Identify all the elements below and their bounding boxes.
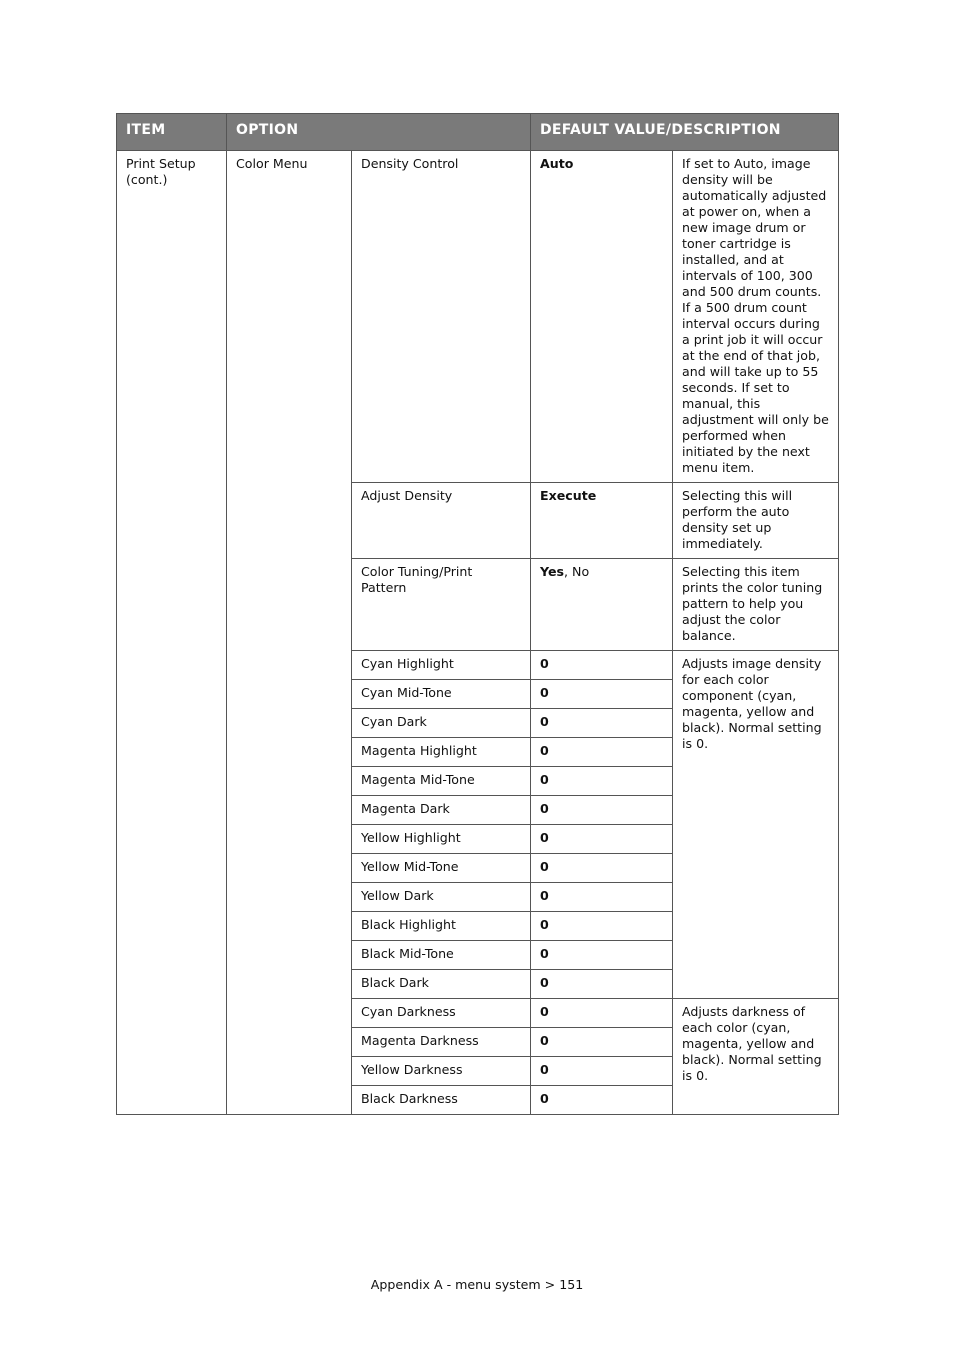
option-name: Black Mid-Tone [352,941,531,970]
option-name: Yellow Darkness [352,1057,531,1086]
value-alternatives: , No [564,564,590,579]
option-value: 0 [531,1086,673,1115]
option-description: Selecting this will perform the auto density set up immediately. [673,483,839,559]
option-name: Cyan Dark [352,709,531,738]
header-row [117,114,839,151]
option-description: If set to Auto, image density will be automatically adjusted at power on, when a new image drum or toner cartridge is installed, and at intervals of 100, 300 and 500 drum counts. If a 500 drum count interval occurs during a print job it will occur at the end of that job, and will take up to 55 seconds. If set to manual, this adjustment will only be performed when initiated by the next menu item. [673,151,839,483]
option-value: 0 [531,999,673,1028]
option-name: Magenta Highlight [352,738,531,767]
option-name: Magenta Darkness [352,1028,531,1057]
option-name: Adjust Density [352,483,531,559]
option-name: Yellow Mid-Tone [352,854,531,883]
density-description: Adjusts image density for each color component (cyan, magenta, yellow and black). Normal setting is 0. [673,651,839,999]
option-value: 0 [531,941,673,970]
option-value: 0 [531,1057,673,1086]
option-name: Density Control [352,151,531,483]
header-item: ITEM [117,114,227,151]
option-value: 0 [531,680,673,709]
option-name: Cyan Mid-Tone [352,680,531,709]
header-option: OPTION [227,114,531,151]
option-name: Color Tuning/Print Pattern [352,559,531,651]
page-footer: Appendix A - menu system > 151 [370,1277,584,1292]
option-value [531,559,673,651]
option-description: Selecting this item prints the color tuning pattern to help you adjust the color balance. [673,559,839,651]
option-name: Black Darkness [352,1086,531,1115]
table-row [117,151,839,483]
option-name: Black Highlight [352,912,531,941]
item-cell: Print Setup (cont.) [117,151,227,1115]
option-value: Execute [531,483,673,559]
option-name: Yellow Highlight [352,825,531,854]
darkness-description: Adjusts darkness of each color (cyan, magenta, yellow and black). Normal setting is 0. [673,999,839,1115]
option-name: Magenta Mid-Tone [352,767,531,796]
option-cell: Color Menu [227,151,352,1115]
option-value: 0 [531,1028,673,1057]
value-default: Yes [540,564,565,579]
option-value: 0 [531,912,673,941]
option-value: 0 [531,854,673,883]
header-default: DEFAULT VALUE/DESCRIPTION [531,114,839,151]
option-name: Black Dark [352,970,531,999]
option-name: Magenta Dark [352,796,531,825]
option-value: 0 [531,883,673,912]
option-value: Auto [531,151,673,483]
option-value: 0 [531,825,673,854]
option-name: Yellow Dark [352,883,531,912]
option-name: Cyan Highlight [352,651,531,680]
option-value: 0 [531,970,673,999]
option-name: Cyan Darkness [352,999,531,1028]
option-value: 0 [531,651,673,680]
option-value: 0 [531,767,673,796]
option-value: 0 [531,738,673,767]
menu-table [116,113,839,1115]
option-value: 0 [531,709,673,738]
option-value: 0 [531,796,673,825]
